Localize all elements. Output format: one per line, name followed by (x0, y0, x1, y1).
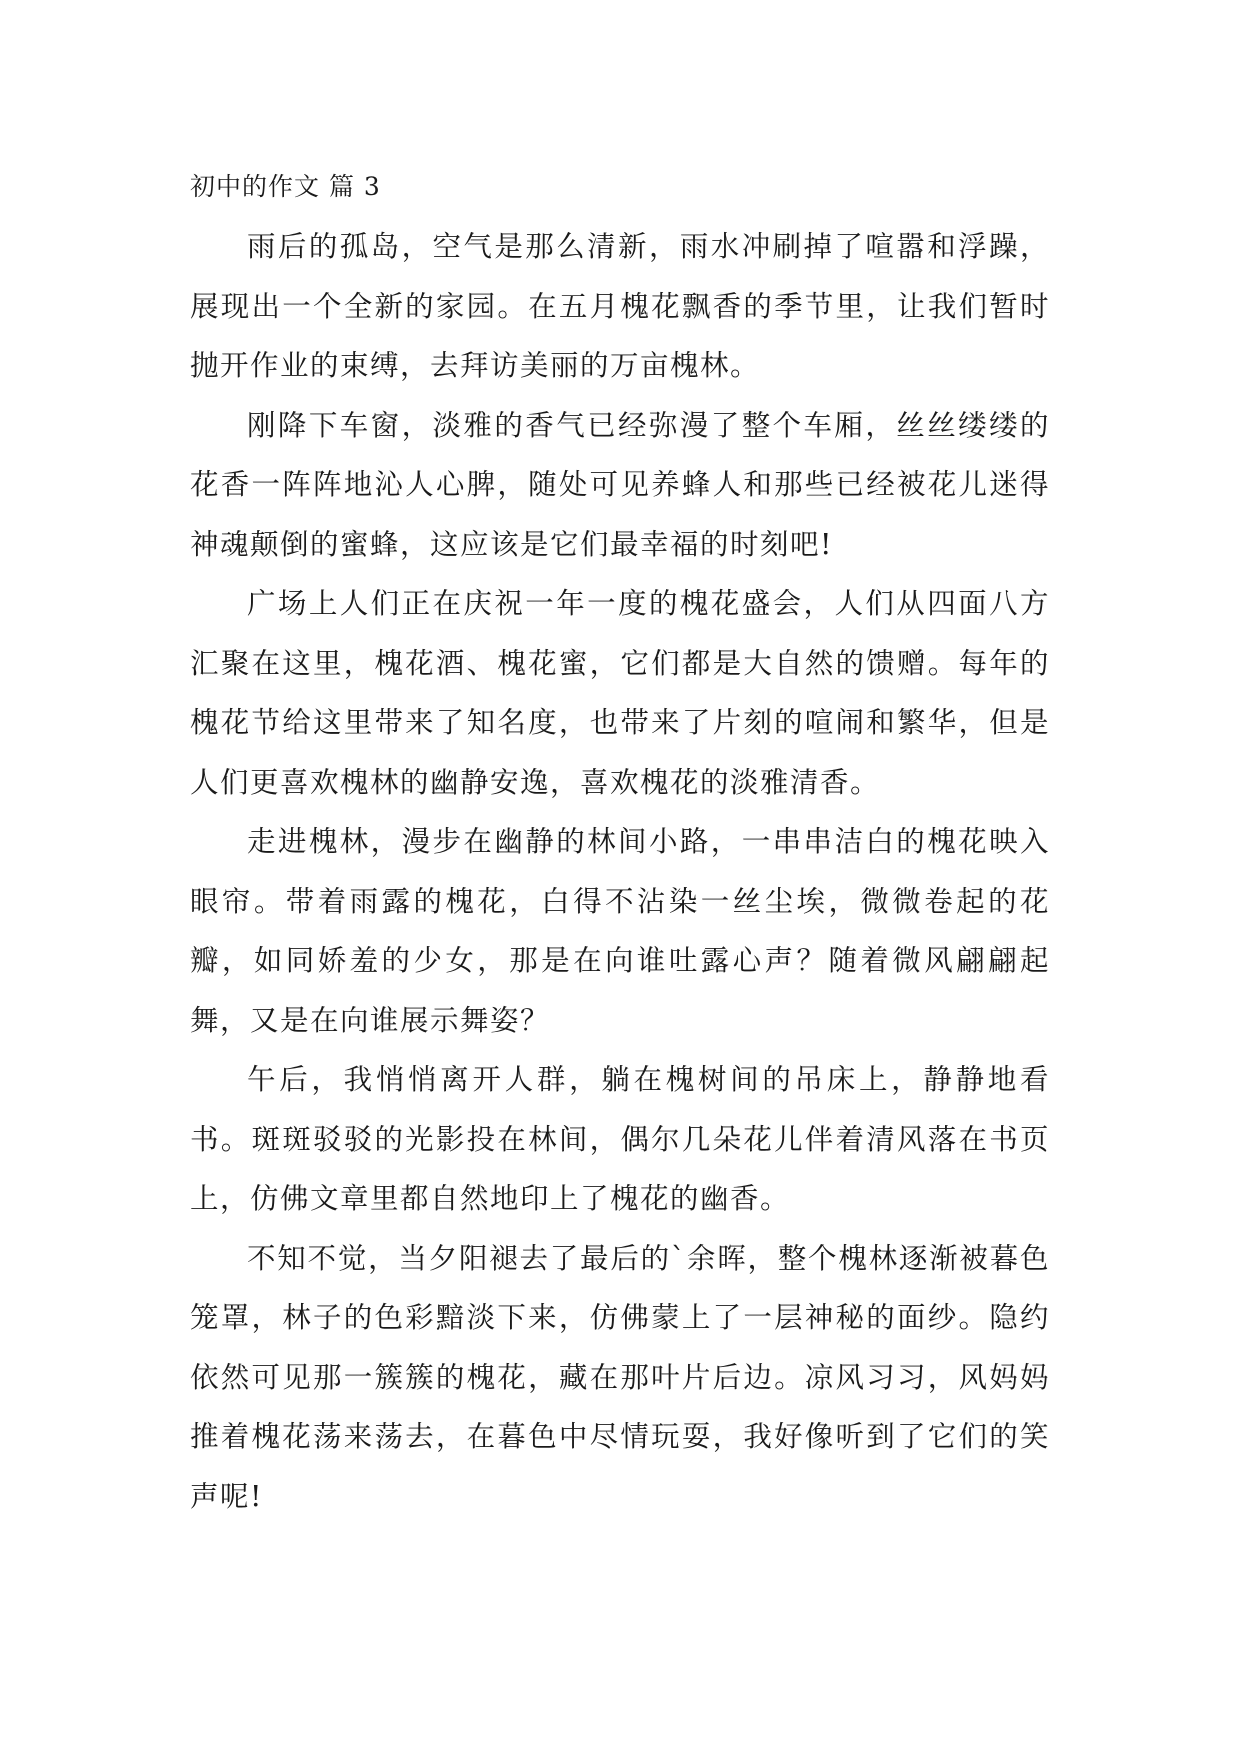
paragraph-4: 走进槐林，漫步在幽静的林间小路，一串串洁白的槐花映入眼帘。带着雨露的槐花，白得不沾染一丝尘埃，微微卷起的花瓣，如同娇羞的少女，那是在向谁吐露心声？随着微风翩翩起舞，又是在向谁展示舞姿？ (190, 825, 1050, 1037)
paragraph-5: 午后，我悄悄离开人群，躺在槐树间的吊床上，静静地看书。斑斑驳驳的光影投在林间，偶尔几朵花儿伴着清风落在书页上，仿佛文章里都自然地印上了槐花的幽香。 (190, 1063, 1050, 1215)
paragraph-6: 不知不觉，当夕阳褪去了最后的`余晖，整个槐林逐渐被暮色笼罩，林子的色彩黯淡下来，仿佛蒙上了一层神秘的面纱。隐约依然可见那一簇簇的槐花，藏在那叶片后边。凉风习习，风妈妈推着槐花荡来荡去，在暮色中尽情玩耍，我好像听到了它们的笑声呢! (190, 1241, 1050, 1513)
paragraph-2: 刚降下车窗，淡雅的香气已经弥漫了整个车厢，丝丝缕缕的花香一阵阵地沁人心脾，随处可见养蜂人和那些已经被花儿迷得神魂颠倒的蜜蜂，这应该是它们最幸福的时刻吧! (190, 408, 1050, 561)
paragraph-3: 广场上人们正在庆祝一年一度的槐花盛会，人们从四面八方汇聚在这里，槐花酒、槐花蜜，它们都是大自然的馈赠。每年的槐花节给这里带来了知名度，也带来了片刻的喧闹和繁华，但是人们更喜欢槐林的幽静安逸，喜欢槐花的淡雅清香。 (190, 587, 1050, 799)
document-body (190, 165, 1050, 1526)
paragraph-1: 雨后的孤岛，空气是那么清新，雨水冲刷掉了喧嚣和浮躁，展现出一个全新的家园。在五月槐花飘香的季节里，让我们暂时抛开作业的束缚，去拜访美丽的万亩槐林。 (190, 230, 1050, 382)
document-title: 初中的作文 篇 3 (190, 172, 381, 201)
